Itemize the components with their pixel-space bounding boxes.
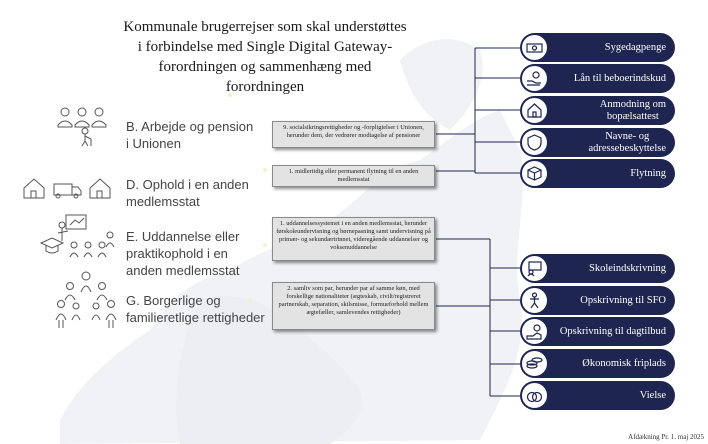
service-navne-adressebeskyttelse[interactable] [520, 128, 675, 157]
category-e-label [126, 228, 239, 279]
category-line: anden medlemsstat [126, 263, 240, 278]
rings-icon [521, 382, 548, 409]
footer-date: Afdækning Pr. 1. maj 2025 [628, 433, 704, 441]
service-label [600, 96, 666, 125]
service-label [640, 381, 666, 410]
service-label-line: Flytning [630, 167, 666, 179]
service-label [574, 64, 666, 93]
pension-people-icon [55, 105, 110, 147]
service-label-line: Økonomisk friplads [582, 357, 666, 369]
child-play-icon [521, 287, 548, 314]
service-label-line: Opskrivning til dagtilbud [559, 325, 666, 337]
service-dagtilbud[interactable] [520, 317, 675, 346]
info-box-family: 2. samliv som par, herunder par af samme køn, med forskellige nationaliteter (ægteskab, civilt/registreret partnerskab, separation, skilsmisse, formueforhold mellem ægtefæller, samlevendes rettigheder) [272, 282, 435, 330]
moving-house-icon [22, 176, 117, 200]
service-label-line: Skoleindskrivning [588, 262, 666, 274]
service-laan-beboerindskud[interactable] [520, 64, 675, 93]
service-label-line: Lån til beboerindskud [573, 72, 666, 84]
title-line: forordningen og sammenhæng med [158, 59, 372, 75]
category-line: D. Ophold i en anden [126, 177, 249, 192]
service-label-line: Opskrivning til SFO [580, 294, 666, 306]
category-line: G. Borgerlige og [126, 293, 221, 308]
category-line: medlemsstat [126, 194, 200, 209]
service-label-line: bopælsattest [606, 110, 659, 122]
category-d-label [126, 176, 249, 210]
service-label [605, 33, 666, 62]
category-line: i Unionen [126, 136, 181, 151]
category-line: praktikophold i en [126, 246, 228, 261]
info-box-moving: 1. midlertidig eller permanent flytning til en anden medlemsstat [272, 165, 435, 187]
service-label [589, 254, 666, 283]
page-title [95, 17, 435, 97]
service-label-line: Anmodning om [599, 98, 666, 110]
service-flytning[interactable] [520, 159, 675, 188]
shield-icon [521, 129, 548, 156]
service-label [560, 317, 666, 346]
info-box-education: 1. uddannelsessystemet i en anden medlemsstat, herunder førskoleundervisning og børnepasning samt undervisning på primær- og sekundærtrinnet, videregående uddannelser og voksenuddannelse [272, 217, 435, 261]
service-label-line: Vielse [639, 389, 666, 401]
service-sfo[interactable] [520, 286, 675, 315]
info-box-pension: 9. socialsikringsrettigheder og -forpligtelser i Unionen, herunder dem, der vedrører modtagelse af pensioner [272, 121, 435, 148]
coins-icon [521, 350, 548, 377]
house-icon [521, 97, 548, 124]
service-friplads[interactable] [520, 349, 675, 378]
school-icon [521, 255, 548, 282]
family-icon [52, 270, 120, 330]
box-icon [521, 160, 548, 187]
service-skoleindskrivning[interactable] [520, 254, 675, 283]
service-bopaelsattest[interactable] [520, 96, 675, 125]
service-label [588, 128, 666, 157]
hand-coin-icon [521, 65, 548, 92]
money-icon [521, 34, 548, 61]
service-label [630, 159, 666, 188]
service-label-line: Navne- og [605, 130, 650, 142]
service-label [582, 349, 666, 378]
service-label-line: adressebeskyttelse [588, 142, 666, 154]
category-g-label [126, 292, 265, 326]
service-vielse[interactable] [520, 381, 675, 410]
category-b-label [126, 118, 253, 152]
category-line: E. Uddannelse eller [126, 229, 240, 244]
service-sygedagpenge[interactable] [520, 33, 675, 62]
baby-icon [521, 318, 548, 345]
service-label-line: Sygedagpenge [604, 41, 666, 53]
service-label [580, 286, 666, 315]
category-line: familieretlige rettigheder [126, 310, 265, 325]
title-line: forordningen [225, 79, 305, 95]
education-icon [38, 213, 116, 263]
category-line: B. Arbejde og pension [126, 119, 254, 134]
title-line: i forbindelse med Single Digital Gateway- [137, 39, 393, 55]
title-line: Kommunale brugerrejser som skal understøttes [123, 19, 407, 35]
